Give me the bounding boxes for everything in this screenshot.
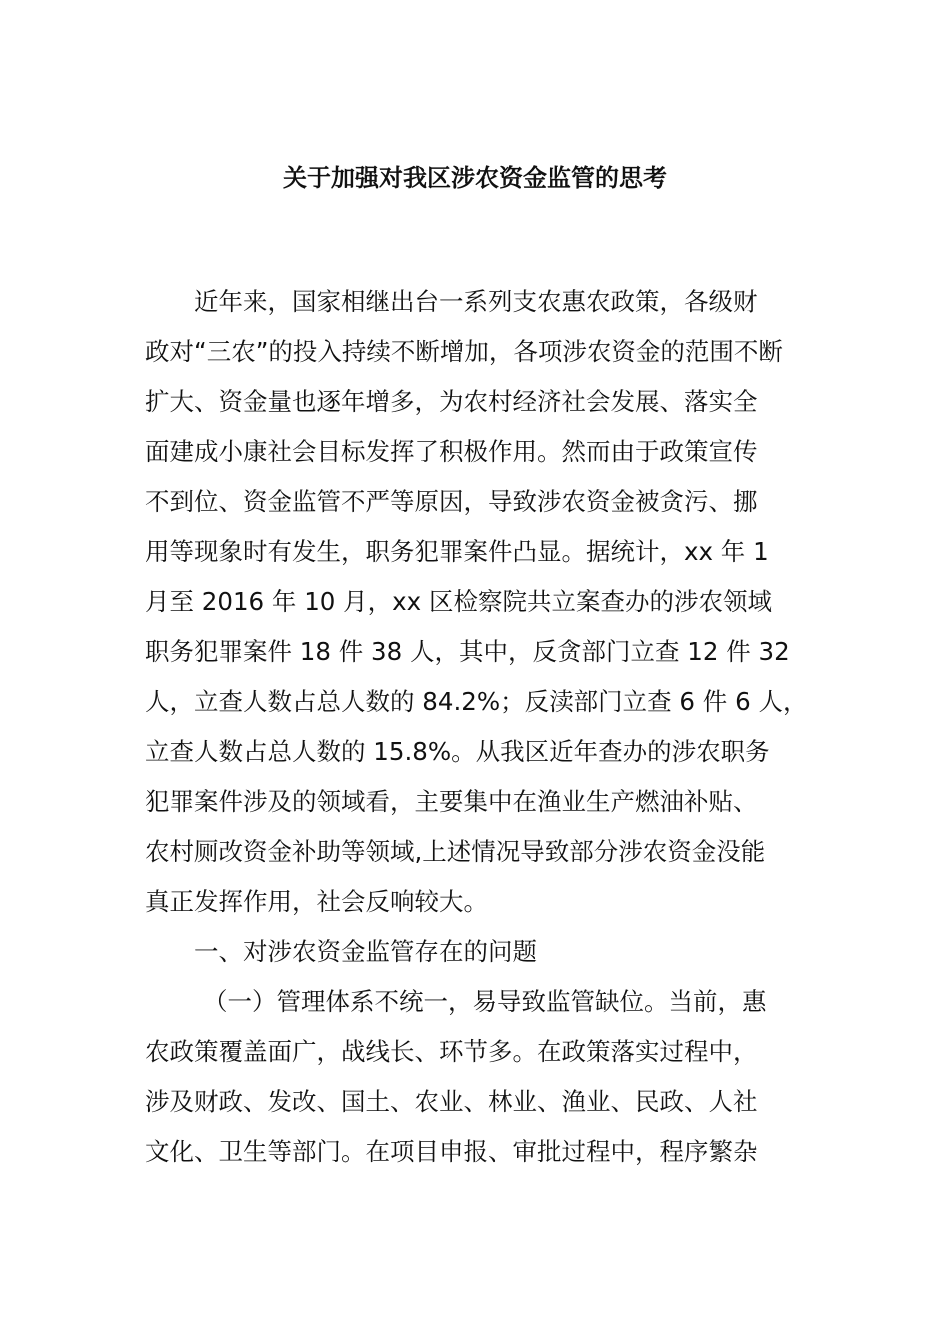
document-title: 关于加强对我区涉农资金监管的思考 <box>283 164 667 192</box>
paragraph-line: 人，立查人数占总人数的 84.2%；反渎部门立查 6 件 6 人， <box>145 687 808 716</box>
paragraph-line: （一）管理体系不统一，易导致监管缺位。当前，惠 <box>203 987 767 1016</box>
paragraph-line: 近年来，国家相继出台一系列支农惠农政策，各级财 <box>194 287 758 316</box>
paragraph-line: 职务犯罪案件 18 件 38 人，其中，反贪部门立查 12 件 32 <box>145 637 790 666</box>
paragraph-line: 真正发挥作用，社会反响较大。 <box>145 887 488 916</box>
paragraph-line: 月至 2016 年 10 月，xx 区检察院共立案查办的涉农领域 <box>145 587 772 616</box>
paragraph-line: 政对“三农”的投入持续不断增加，各项涉农资金的范围不断 <box>145 337 783 366</box>
paragraph-line: 农政策覆盖面广，战线长、环节多。在政策落实过程中， <box>145 1037 758 1066</box>
paragraph-line: 涉及财政、发改、国土、农业、林业、渔业、民政、人社 <box>145 1087 758 1116</box>
paragraph-line: 用等现象时有发生，职务犯罪案件凸显。据统计，xx 年 1 <box>145 537 769 566</box>
paragraph-line: 农村厕改资金补助等领域,上述情况导致部分涉农资金没能 <box>145 837 766 866</box>
paragraph-line: 面建成小康社会目标发挥了积极作用。然而由于政策宣传 <box>145 437 758 466</box>
paragraph-line: 文化、卫生等部门。在项目申报、审批过程中，程序繁杂 <box>145 1137 758 1166</box>
document-body <box>145 284 845 1184</box>
paragraph-line: 立查人数占总人数的 15.8%。从我区近年查办的涉农职务 <box>145 737 770 766</box>
paragraph-line: 犯罪案件涉及的领域看，主要集中在渔业生产燃油补贴、 <box>145 787 758 816</box>
paragraph-line: 不到位、资金监管不严等原因，导致涉农资金被贪污、挪 <box>145 487 758 516</box>
paragraph-line: 一、对涉农资金监管存在的问题 <box>194 937 537 966</box>
paragraph-line: 扩大、资金量也逐年增多，为农村经济社会发展、落实全 <box>145 387 758 416</box>
